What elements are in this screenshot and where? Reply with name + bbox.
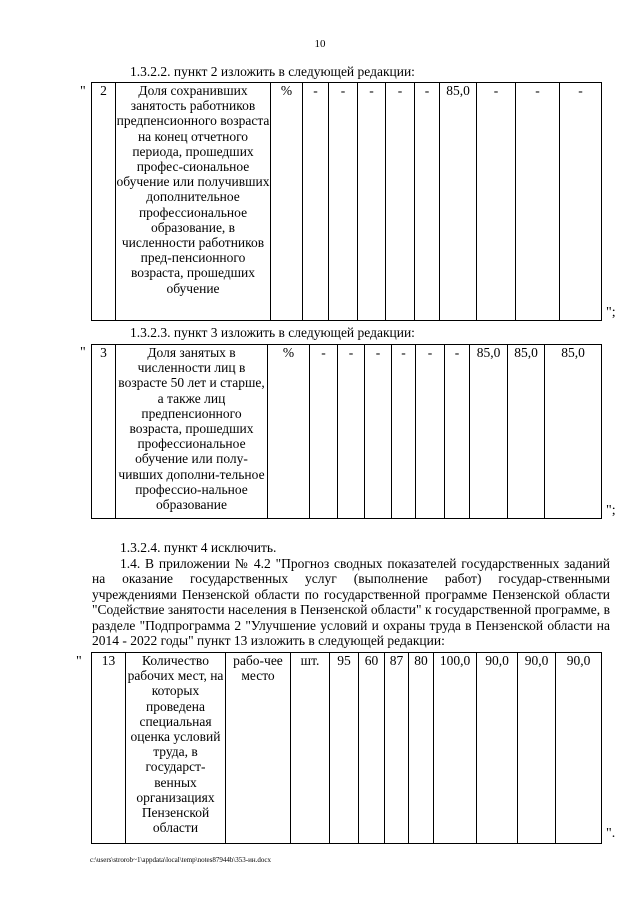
value-cell: - <box>416 345 445 519</box>
value-cell: - <box>445 345 470 519</box>
value-cell: - <box>477 83 516 321</box>
indicator-name: Количество рабочих мест, на которых проведена специальная оценка условий труда, в государст-венных организациях Пензенской области <box>126 653 226 844</box>
value-cell: - <box>392 345 416 519</box>
value-cell: - <box>386 83 415 321</box>
value-cell: 85,0 <box>470 345 508 519</box>
value-cell: 85,0 <box>440 83 477 321</box>
service-cell: рабо-чее место <box>226 653 291 844</box>
body-text <box>92 540 610 649</box>
value-cell: 95 <box>330 653 359 844</box>
value-cell: 85,0 <box>545 345 602 519</box>
value-cell: 87 <box>385 653 409 844</box>
page-number: 10 <box>314 38 326 50</box>
indicator-table-item-3 <box>91 344 602 519</box>
file-path-footer: c:\users\strorob~1\appdata\local\temp\notes87944b\353-ин.docx <box>90 856 271 864</box>
paragraph-main: 1.4. В приложении № 4.2 "Прогноз сводных показателей государственных заданий на оказание государственных услуг (выполнение работ) государ-ственными учреждениями Пензенской области по государственной программе Пензенской области "Содействие занятости населения в Пензенской области" к государственной программе, в разделе "Подпрограмма 2 "Улучшение условий и охраны труда в Пензенской области на 2014 - 2022 годы" пункт 13 изложить в следующей редакции: <box>92 555 610 648</box>
indicator-name: Доля сохранивших занятость работников предпенсионного возраста на конец отчетного периода, прошедших профес-сиональное обучение или получивших дополнительное профессиональное образование, в численности работников пред-пенсионного возраста, прошедших обучение <box>116 83 271 321</box>
heading-1-3-2-2: 1.3.2.2. пункт 2 изложить в следующей редакции: <box>130 64 415 79</box>
row-number: 13 <box>92 653 126 844</box>
table-row <box>92 653 602 844</box>
row-number: 3 <box>92 345 116 519</box>
value-cell: - <box>560 83 602 321</box>
indicator-table-item-2 <box>91 82 602 321</box>
open-quote: " <box>76 654 82 669</box>
close-quote: "; <box>606 503 616 518</box>
table-row <box>92 345 602 519</box>
value-cell: 90,0 <box>477 653 518 844</box>
unit-cell: % <box>271 83 303 321</box>
value-cell: 90,0 <box>518 653 556 844</box>
value-cell: 90,0 <box>556 653 602 844</box>
value-cell: - <box>338 345 365 519</box>
value-cell: - <box>516 83 560 321</box>
indicator-name: Доля занятых в численности лиц в возрасте 50 лет и старше, а также лиц предпенсионного возраста, прошедших профессиональное обучение или полу-чивших дополни-тельное профессио-нальное образование <box>116 345 268 519</box>
unit-cell: % <box>268 345 310 519</box>
paragraph-exclude: 1.3.2.4. пункт 4 исключить. <box>120 540 277 555</box>
value-cell: - <box>358 83 386 321</box>
close-quote: "; <box>606 305 616 320</box>
forecast-table-item-13 <box>91 652 602 844</box>
value-cell: 80 <box>409 653 434 844</box>
value-cell: 60 <box>359 653 385 844</box>
value-cell: - <box>365 345 392 519</box>
open-quote: " <box>80 84 86 99</box>
value-cell: 100,0 <box>434 653 477 844</box>
value-cell: - <box>310 345 338 519</box>
heading-1-3-2-3: 1.3.2.3. пункт 3 изложить в следующей редакции: <box>130 325 415 340</box>
row-number: 2 <box>92 83 116 321</box>
table-row <box>92 83 602 321</box>
value-cell: - <box>415 83 440 321</box>
value-cell: 85,0 <box>508 345 545 519</box>
value-cell: - <box>303 83 329 321</box>
unit-cell: шт. <box>291 653 330 844</box>
open-quote: " <box>80 345 86 360</box>
value-cell: - <box>329 83 358 321</box>
close-quote: ". <box>606 826 616 841</box>
